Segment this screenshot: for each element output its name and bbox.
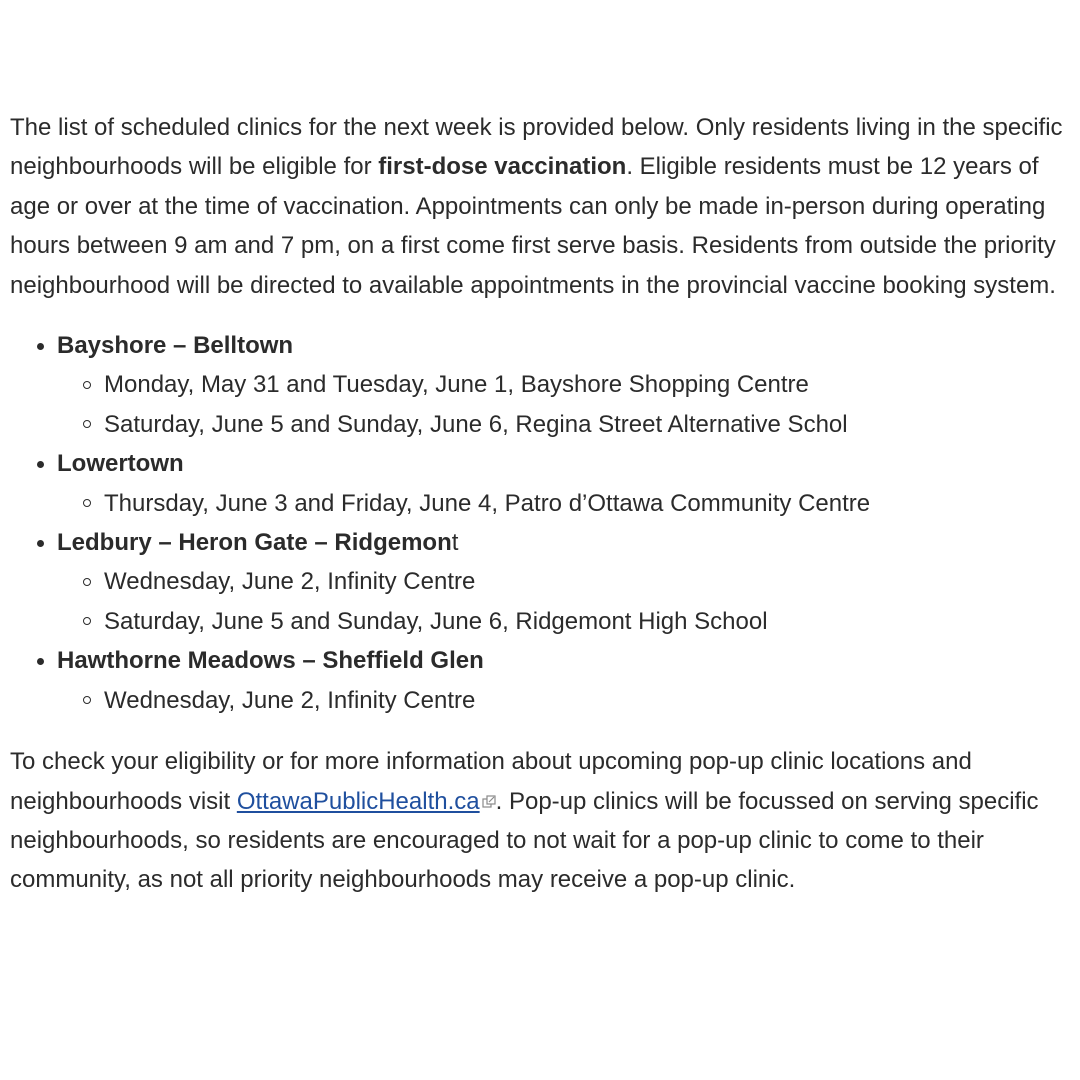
neighbourhood-name: Bayshore – Belltown: [57, 332, 294, 360]
outro-text-1: To check your eligibility or for more information about upcoming pop-up clinic locations and neighbourhoods visit: [10, 748, 972, 815]
article-content: [10, 108, 1076, 900]
outro-text-2: . Pop-up clinics will be focussed on serving specific neighbourhoods, so residents are encouraged to not wait for a pop-up clinic to come to their community, as not all priority neighbourhoods may receive a pop-up clinic.: [10, 787, 1039, 894]
clinic-list: [57, 484, 1076, 523]
intro-text-1: The list of scheduled clinics for the next week is provided below. Only residents living in the specific neighbourhoods will be eligible for: [10, 114, 1063, 181]
intro-text-2: . Eligible residents must be 12 years of age or over at the time of vaccination. Appointments can only be made in-person during operating hours between 9 am and 7 pm, on a first come first serve basis. Residents from outside the priority neighbourhood will be directed to available appointments in the provincial vaccine booking system.: [10, 153, 1056, 299]
clinic-item: Thursday, June 3 and Friday, June 4, Patro d’Ottawa Community Centre: [57, 484, 1076, 523]
neighbourhood-name: Lowertown: [57, 450, 184, 478]
neighbourhood-list: [10, 326, 1076, 720]
clinic-item: Monday, May 31 and Tuesday, June 1, Bayshore Shopping Centre: [57, 365, 1076, 404]
neighbourhood-item: [10, 326, 1076, 444]
neighbourhood-item: [10, 444, 1076, 523]
intro-paragraph: [10, 108, 1076, 305]
clinic-list: [57, 562, 1076, 641]
clinic-item: Wednesday, June 2, Infinity Centre: [57, 681, 1076, 720]
neighbourhood-item: [10, 523, 1076, 641]
neighbourhood-name: Ledbury – Heron Gate – Ridgemon: [57, 529, 452, 557]
clinic-item: Saturday, June 5 and Sunday, June 6, Regina Street Alternative Schol: [57, 405, 1076, 444]
clinic-list: [57, 365, 1076, 444]
clinic-item: Saturday, June 5 and Sunday, June 6, Ridgemont High School: [57, 602, 1076, 641]
neighbourhood-name-tail: t: [451, 529, 459, 557]
external-link-icon[interactable]: [482, 795, 496, 809]
clinic-list: [57, 681, 1076, 720]
intro-bold-text: first-dose vaccination: [378, 153, 627, 181]
outro-paragraph: [10, 742, 1076, 900]
neighbourhood-item: [10, 641, 1076, 720]
clinic-item: Wednesday, June 2, Infinity Centre: [57, 562, 1076, 601]
neighbourhood-name: Hawthorne Meadows – Sheffield Glen: [57, 647, 484, 675]
ottawa-public-health-link[interactable]: OttawaPublicHealth.ca: [236, 787, 480, 815]
